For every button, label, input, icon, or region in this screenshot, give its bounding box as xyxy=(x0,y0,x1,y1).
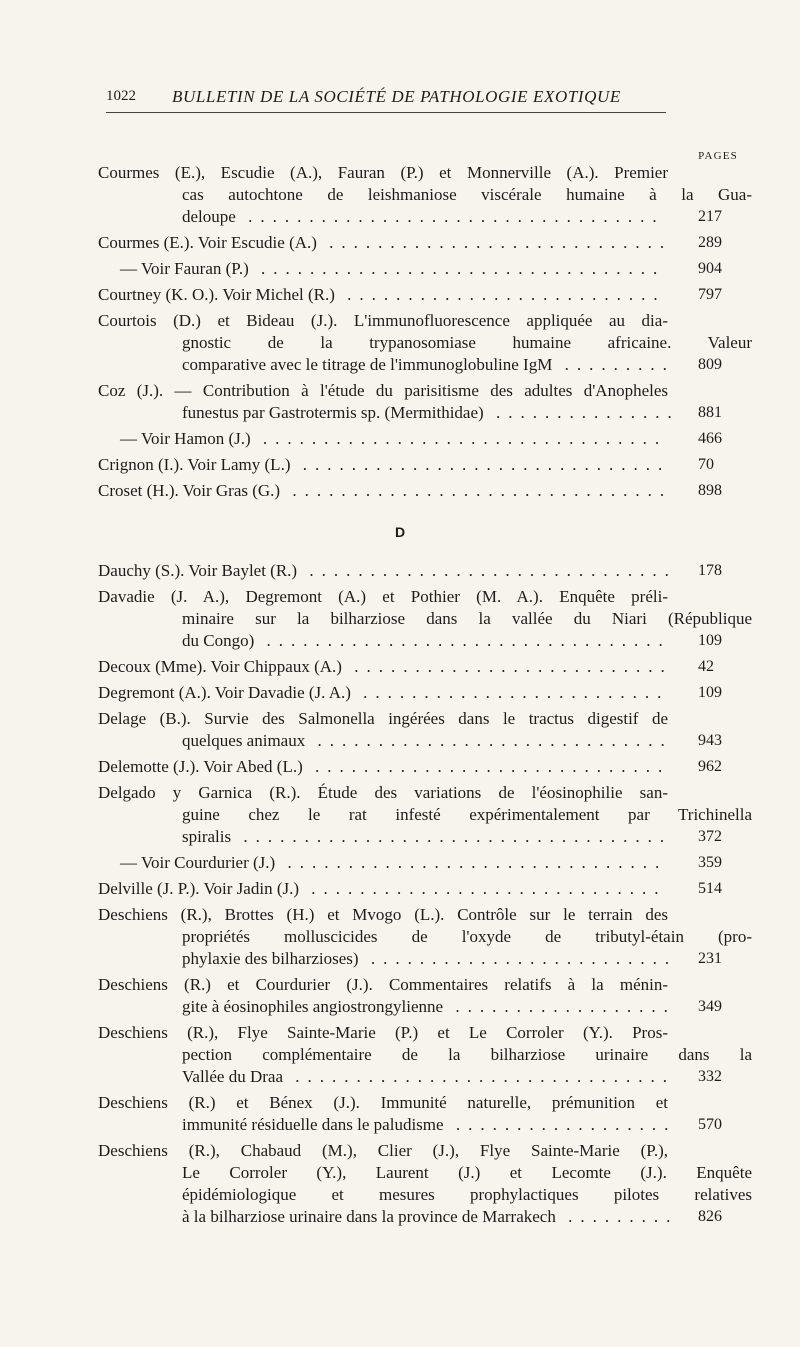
entry-line xyxy=(98,1092,668,1114)
entry-line xyxy=(98,782,668,804)
index-entry xyxy=(98,708,738,752)
entry-text: Degremont (A.). Voir Davadie (J. A.) xyxy=(98,683,351,702)
entry-page-number: 570 xyxy=(698,1116,722,1133)
entry-text: Delage (B.). Survie des Salmonella ingérées dans le tractus digestif de xyxy=(98,709,668,728)
entry-line xyxy=(98,878,738,900)
entry-text: funestus par Gastrotermis sp. (Mermithidae) xyxy=(182,403,484,422)
entry-text: cas autochtone de leishmaniose viscérale humaine à la Gua- xyxy=(182,185,752,204)
entry-line xyxy=(98,708,668,730)
entry-text: gnostic de la trypanosomiase humaine africaine. Valeur xyxy=(182,333,752,352)
entry-page-number: 109 xyxy=(698,684,722,701)
entry-line xyxy=(98,284,738,306)
index-entries-d xyxy=(98,560,752,1232)
entry-line xyxy=(98,560,738,582)
entry-line xyxy=(98,630,738,652)
entry-line xyxy=(98,1184,752,1206)
leader-dots: ................................. xyxy=(250,429,668,448)
entry-page-number: 466 xyxy=(698,430,722,447)
entry-text: Crignon (I.). Voir Lamy (L.) xyxy=(98,455,291,474)
entry-text: guine chez le rat infesté expérimentalement par Trichinella xyxy=(182,805,752,824)
entry-line xyxy=(98,826,738,848)
index-entry xyxy=(98,878,738,900)
entry-text: Deschiens (R.), Chabaud (M.), Clier (J.), Flye Sainte-Marie (P.), xyxy=(98,1141,668,1160)
entry-page-number: 809 xyxy=(698,356,722,373)
leader-dots: ......... xyxy=(552,355,675,374)
entry-page-number: 797 xyxy=(698,286,722,303)
entry-line xyxy=(98,232,738,254)
entry-line xyxy=(98,1162,752,1184)
entry-line xyxy=(98,1066,738,1088)
entry-line xyxy=(98,904,668,926)
leader-dots: ................................. xyxy=(248,259,666,278)
entry-line xyxy=(98,354,738,376)
entry-line xyxy=(98,608,752,630)
entry-text: Delgado y Garnica (R.). Étude des variations de l'éosinophilie san- xyxy=(98,783,668,802)
entry-text: du Congo) xyxy=(182,631,255,650)
entry-page-number: 109 xyxy=(698,632,722,649)
entry-line xyxy=(98,332,752,354)
entry-text: — Voir Fauran (P.) xyxy=(120,259,249,278)
leader-dots: .............................. xyxy=(297,561,677,580)
leader-dots: ................................... xyxy=(231,827,673,846)
index-entry xyxy=(98,656,738,678)
leader-dots: .......................... xyxy=(334,285,666,304)
entry-page-number: 359 xyxy=(698,854,722,871)
leader-dots: ............................. xyxy=(302,757,671,776)
index-entry xyxy=(98,1092,738,1136)
entry-line xyxy=(98,162,668,184)
entry-text: comparative avec le titrage de l'immunoglobuline IgM xyxy=(182,355,553,374)
index-entry xyxy=(98,1022,752,1088)
leader-dots: ............................... xyxy=(280,481,673,500)
entry-page-number: 943 xyxy=(698,732,722,749)
pages-column-label: PAGES xyxy=(698,150,738,162)
section-letter: D xyxy=(394,524,406,540)
entry-line xyxy=(98,974,668,996)
leader-dots: ......................... xyxy=(358,949,678,968)
index-entry xyxy=(98,586,752,652)
entry-text: pection complémentaire de la bilharziose urinaire dans la xyxy=(182,1045,752,1064)
entry-line xyxy=(98,206,738,228)
entry-text: Courtois (D.) et Bideau (J.). L'immunofluorescence appliquée au dia- xyxy=(98,311,668,330)
entry-line xyxy=(98,682,738,704)
page-number: 1022 xyxy=(106,88,136,104)
entry-line xyxy=(98,926,752,948)
entry-page-number: 42 xyxy=(698,658,714,675)
entry-text: Deschiens (R.), Flye Sainte-Marie (P.) et Le Corroler (Y.). Pros- xyxy=(98,1023,668,1042)
page-header xyxy=(106,84,666,113)
entry-text: immunité résiduelle dans le paludisme xyxy=(182,1115,444,1134)
entry-text: Decoux (Mme). Voir Chippaux (A.) xyxy=(98,657,342,676)
leader-dots: .................................. xyxy=(235,207,665,226)
entry-page-number: 962 xyxy=(698,758,722,775)
entry-line xyxy=(98,380,668,402)
entry-text: gite à éosinophiles angiostrongylienne xyxy=(182,997,444,1016)
index-entry xyxy=(98,560,738,582)
entry-text: Davadie (J. A.), Degremont (A.) et Pothier (M. A.). Enquête préli- xyxy=(98,587,668,606)
entry-text: Delville (J. P.). Voir Jadin (J.) xyxy=(98,879,300,898)
entry-page-number: 178 xyxy=(698,562,722,579)
leader-dots: ......................... xyxy=(350,683,670,702)
leader-dots: .......................... xyxy=(341,657,673,676)
leader-dots: ......... xyxy=(555,1207,679,1226)
entry-line xyxy=(98,1140,668,1162)
leader-dots: ............... xyxy=(483,403,680,422)
entry-line xyxy=(98,184,752,206)
leader-dots: .............................. xyxy=(290,455,671,474)
index-entry xyxy=(98,756,738,778)
entry-text: Delemotte (J.). Voir Abed (L.) xyxy=(98,757,303,776)
entry-text: Vallée du Draa xyxy=(182,1067,284,1086)
entry-page-number: 289 xyxy=(698,234,722,251)
entry-page-number: 231 xyxy=(698,950,722,967)
entry-page-number: 217 xyxy=(698,208,722,225)
entry-line xyxy=(98,804,752,826)
entry-text: minaire sur la bilharziose dans la vallée du Niari (République xyxy=(182,609,752,628)
entry-line xyxy=(98,454,738,476)
entry-line xyxy=(98,1206,738,1228)
index-entry xyxy=(98,428,738,450)
entry-text: Deschiens (R.), Brottes (H.) et Mvogo (L.). Contrôle sur le terrain des xyxy=(98,905,668,924)
entry-text: Le Corroler (Y.), Laurent (J.) et Lecomte (J.). Enquête xyxy=(182,1163,752,1182)
leader-dots: ............................. xyxy=(305,731,673,750)
entry-line xyxy=(98,402,738,424)
entry-line xyxy=(98,948,738,970)
entry-text: épidémiologique et mesures prophylactiques pilotes relatives xyxy=(182,1185,752,1204)
entry-page-number: 904 xyxy=(698,260,722,277)
entry-line xyxy=(98,1022,668,1044)
entry-line xyxy=(98,586,668,608)
entry-line xyxy=(98,756,738,778)
index-entry xyxy=(98,380,738,424)
entry-text: Coz (J.). — Contribution à l'étude du parisitisme des adultes d'Anopheles xyxy=(98,381,668,400)
index-entry xyxy=(98,1140,752,1228)
entry-line xyxy=(98,852,738,874)
leader-dots: .................. xyxy=(443,1115,677,1134)
index-entry xyxy=(98,974,738,1018)
entry-page-number: 70 xyxy=(698,456,714,473)
index-entry xyxy=(98,162,752,228)
index-entry xyxy=(98,852,738,874)
index-entry xyxy=(98,480,738,502)
index-entry xyxy=(98,454,738,476)
journal-title: BULLETIN DE LA SOCIÉTÉ DE PATHOLOGIE EXOTIQUE xyxy=(172,87,621,106)
leader-dots: ............................. xyxy=(299,879,667,898)
entry-text: phylaxie des bilharzioses) xyxy=(182,949,359,968)
leader-dots: ................................. xyxy=(254,631,671,650)
entry-line xyxy=(98,428,738,450)
entry-page-number: 826 xyxy=(698,1208,722,1225)
entry-page-number: 349 xyxy=(698,998,722,1015)
entry-text: à la bilharziose urinaire dans la province de Marrakech xyxy=(182,1207,556,1226)
index-entry xyxy=(98,232,738,254)
entry-line xyxy=(98,656,738,678)
entry-text: Deschiens (R.) et Courdurier (J.). Commentaires relatifs à la ménin- xyxy=(98,975,668,994)
index-entry xyxy=(98,904,752,970)
entry-page-number: 881 xyxy=(698,404,722,421)
entry-text: propriétés molluscicides de l'oxyde de tributyl-étain (pro- xyxy=(182,927,752,946)
leader-dots: ............................... xyxy=(283,1067,676,1086)
entry-text: spiralis xyxy=(182,827,232,846)
entry-text: deloupe xyxy=(182,207,236,226)
entry-text: quelques animaux xyxy=(182,731,306,750)
entry-page-number: 514 xyxy=(698,880,722,897)
entry-text: Courmes (E.). Voir Escudie (A.) xyxy=(98,233,317,252)
entry-page-number: 332 xyxy=(698,1068,722,1085)
entry-text: Dauchy (S.). Voir Baylet (R.) xyxy=(98,561,298,580)
entry-text: Deschiens (R.) et Bénex (J.). Immunité naturelle, prémunition et xyxy=(98,1093,668,1112)
entry-line xyxy=(98,1044,752,1066)
leader-dots: ............................ xyxy=(316,233,673,252)
entry-text: Croset (H.). Voir Gras (G.) xyxy=(98,481,281,500)
entry-page-number: 898 xyxy=(698,482,722,499)
entry-line xyxy=(98,1114,738,1136)
entry-line xyxy=(98,730,738,752)
leader-dots: .................. xyxy=(443,997,676,1016)
index-entries-c xyxy=(98,162,752,506)
index-entry xyxy=(98,682,738,704)
index-entry xyxy=(98,258,738,280)
entry-text: Courtney (K. O.). Voir Michel (R.) xyxy=(98,285,335,304)
entry-text: Courmes (E.), Escudie (A.), Fauran (P.) et Monnerville (A.). Premier xyxy=(98,163,668,182)
entry-line xyxy=(98,996,738,1018)
entry-text: — Voir Courdurier (J.) xyxy=(120,853,276,872)
entry-line xyxy=(98,310,668,332)
entry-line xyxy=(98,258,738,280)
index-entry xyxy=(98,284,738,306)
leader-dots: ............................... xyxy=(275,853,668,872)
index-entry xyxy=(98,782,752,848)
index-entry xyxy=(98,310,752,376)
entry-page-number: 372 xyxy=(698,828,722,845)
entry-line xyxy=(98,480,738,502)
entry-text: — Voir Hamon (J.) xyxy=(120,429,251,448)
